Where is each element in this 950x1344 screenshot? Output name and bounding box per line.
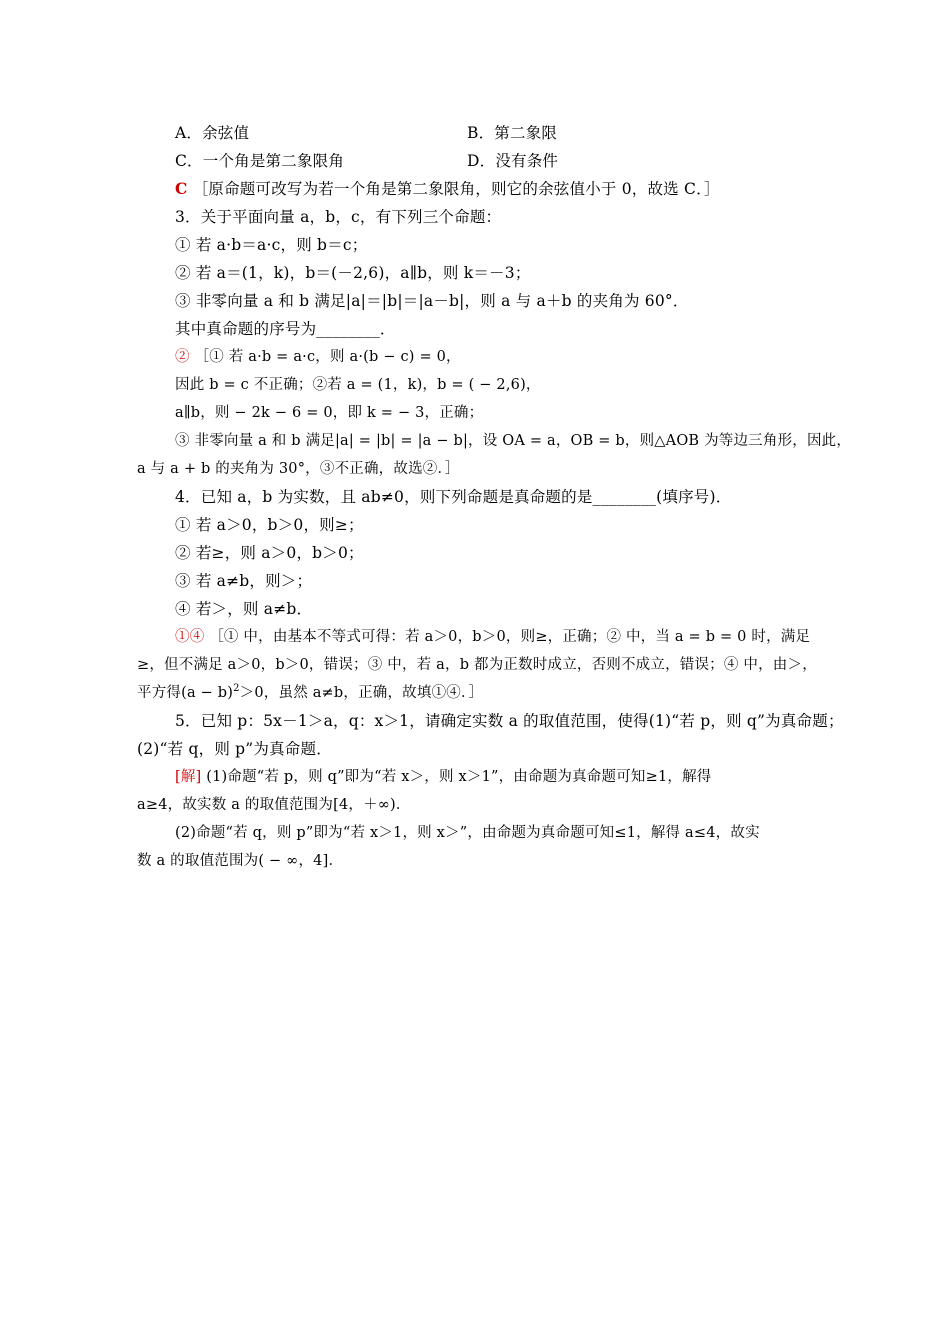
option-a: A．余弦值 (175, 124, 250, 142)
q3-solution-2: 因此 b = c 不正确；②若 a = (1，k)，b = ( − 2,6)， (175, 377, 541, 393)
option-c: C．一个角是第二象限角 (175, 152, 345, 170)
q3-answer (175, 347, 461, 367)
q5-solution-2: a≥4，故实数 a 的取值范围为[4，＋∞)． (137, 797, 411, 813)
q5-stem-2: (2)“若 q，则 p”为真命题． (137, 740, 332, 758)
q5-solution-4: 数 a 的取值范围为( − ∞，4]． (137, 853, 344, 869)
q4-solution-2: ≥，但不满足 a＞0，b＞0，错误；③ 中，若 a，b 都为正数时成立，否则不成立，错误；④ 中，由＞， (137, 657, 817, 673)
q3-solution-4: ③ 非零向量 a 和 b 满足|a| = |b| = |a − b|，设 OA = a，OB = b，则△AOB 为等边三角形，因此， (175, 433, 852, 449)
q4-solution-3 (137, 683, 483, 703)
q3-item-2: ② 若 a＝(1，k)，b＝(－2,6)，a∥b，则 k＝－3； (175, 264, 531, 282)
option-row-cd (175, 151, 559, 171)
option-d: D．没有条件 (467, 152, 559, 170)
solution-line: (1)命题“若 p，则 q”即为“若 x＞，则 x＞1”，由命题为真命题可知≥1，解得 (206, 769, 712, 785)
solution-part: 平方得(a − b) (137, 685, 234, 701)
solution-part: ＞0，虽然 a≠b，正确，故填①④．］ (239, 685, 484, 701)
answer-mark: ①④ (175, 629, 205, 645)
solution-tag: [解] (175, 769, 202, 785)
q4-item-1: ① 若 a＞0，b＞0，则≥； (175, 516, 364, 534)
answer-explanation: ［原命题可改写为若一个角是第二象限角，则它的余弦值小于 0，故选 C．］ (192, 180, 720, 198)
q4-item-2: ② 若≥，则 a＞0，b＞0； (175, 544, 364, 562)
q3-solution-5: a 与 a + b 的夹角为 30°，③不正确，故选②．］ (137, 461, 460, 477)
answer-letter: C (175, 179, 188, 198)
q5-solution-1 (175, 767, 711, 787)
q4-item-4: ④ 若＞，则 a≠b． (175, 600, 313, 618)
q3-solution-3: a∥b，则 − 2k − 6 = 0，即 k = − 3，正确； (175, 405, 484, 421)
q5-stem-1: 5．已知 p：5x－1＞a，q：x＞1，请确定实数 a 的取值范围，使得(1)“若 p，则 q”为真命题； (175, 712, 844, 730)
q3-item-3: ③ 非零向量 a 和 b 满足|a|＝|b|＝|a－b|，则 a 与 a＋b 的夹角为 60°． (175, 292, 689, 310)
q3-item-1: ① 若 a·b＝a·c，则 b＝c； (175, 236, 368, 254)
q5-solution-3: (2)命题“若 q，则 p”即为“若 x＞1，则 x＞”，由命题为真命题可知≤1，解得 a≤4，故实 (175, 825, 760, 841)
superscript: 2 (233, 683, 240, 695)
answer-mark: ② (175, 349, 190, 365)
solution-line: ［① 中，由基本不等式可得：若 a＞0，b＞0，则≥，正确；② 中，当 a = b = 0 时，满足 (209, 629, 811, 645)
q4-answer (175, 627, 810, 647)
q4-stem: 4．已知 a，b 为实数，且 ab≠0，则下列命题是真命题的是________(填序号)． (175, 488, 732, 506)
option-row-ab (175, 123, 558, 143)
q4-item-3: ③ 若 a≠b，则＞； (175, 572, 313, 590)
option-b: B．第二象限 (467, 124, 558, 142)
q3-ask: 其中真命题的序号为________． (175, 320, 396, 338)
q3-stem: 3．关于平面向量 a，b，c，有下列三个命题： (175, 208, 502, 226)
solution-line: ［① 若 a·b = a·c，则 a·(b − c) = 0， (194, 349, 461, 365)
q2-answer (175, 179, 720, 199)
